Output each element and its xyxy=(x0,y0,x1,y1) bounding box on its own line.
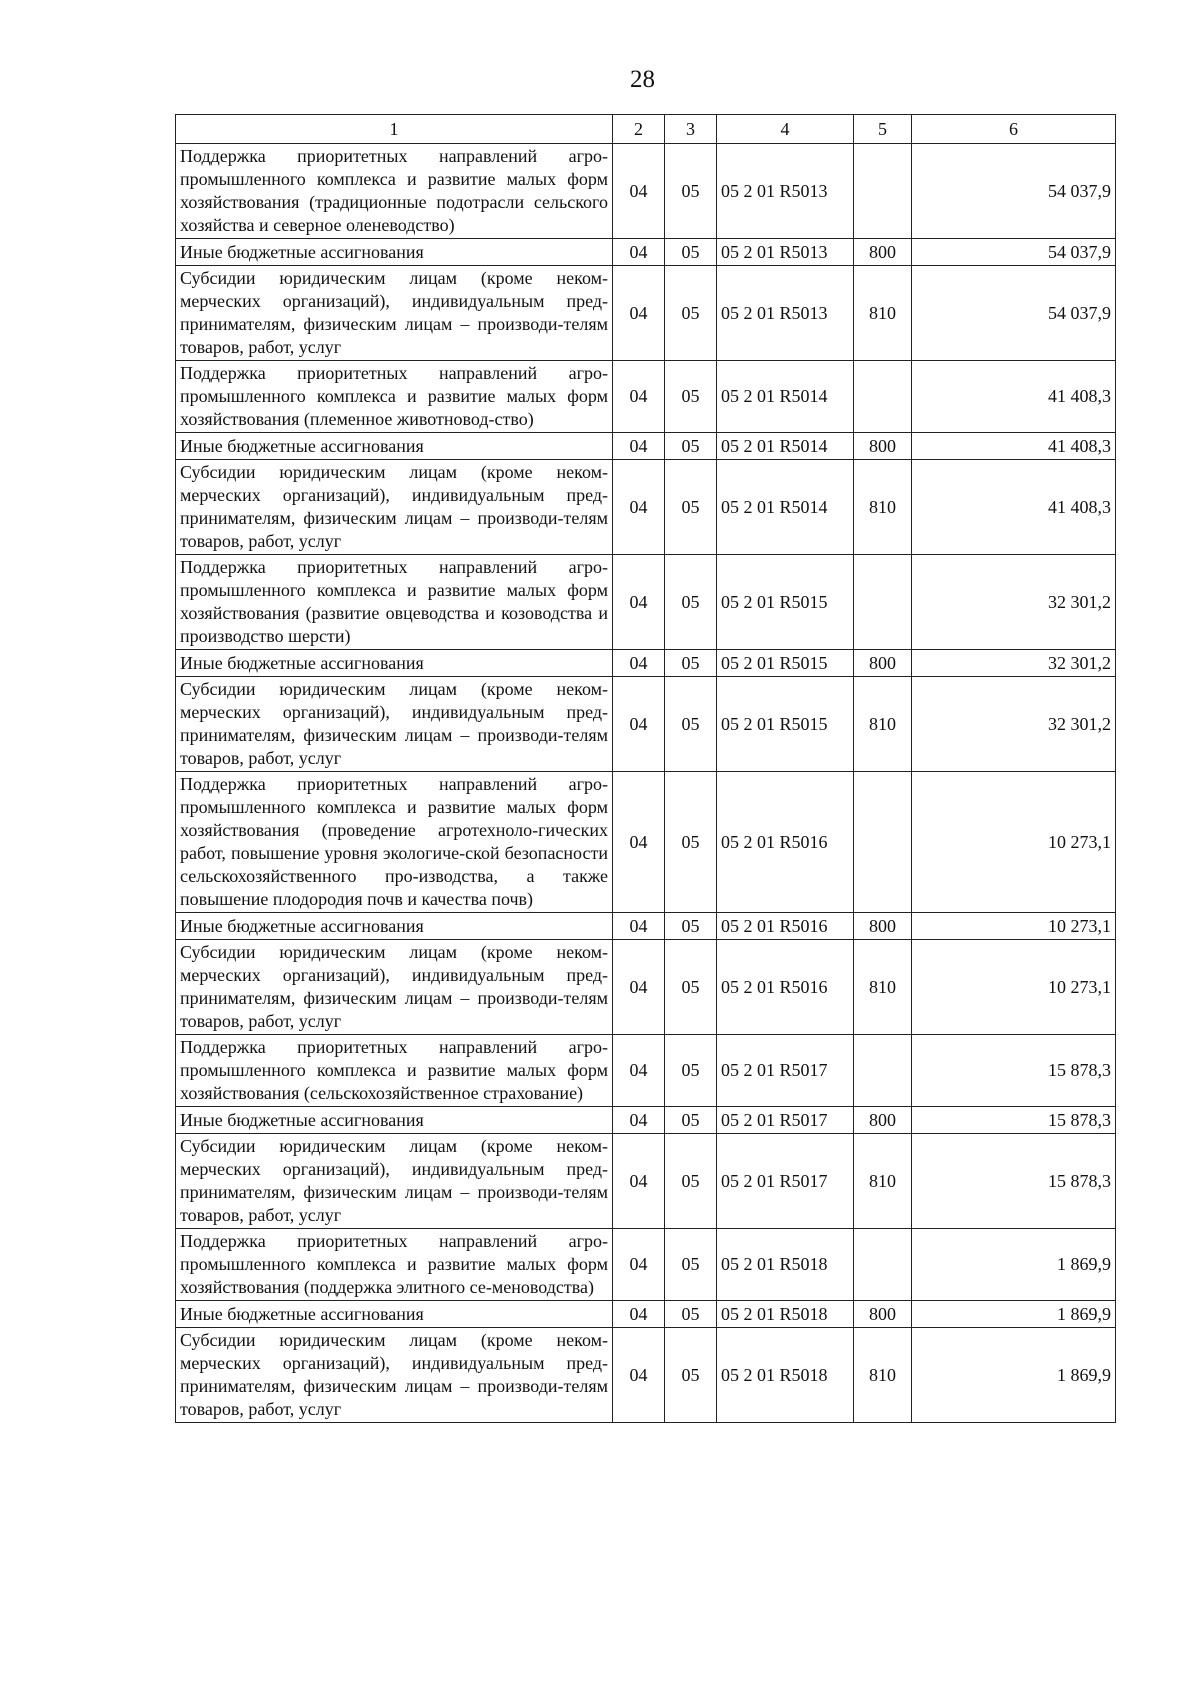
table-row xyxy=(176,1229,1116,1301)
row-name-cell: Субсидии юридическим лицам (кроме неком-мерческих организаций), индивидуальным пред-принимателям, физическим лицам – производи-телям товаров, работ, услуг xyxy=(176,677,613,772)
row-section-cell: 04 xyxy=(613,460,665,555)
row-name-cell: Иные бюджетные ассигнования xyxy=(176,239,613,266)
row-section-cell: 04 xyxy=(613,1035,665,1107)
row-section-cell: 04 xyxy=(613,677,665,772)
table-row xyxy=(176,1301,1116,1328)
row-name-cell: Субсидии юридическим лицам (кроме неком-мерческих организаций), индивидуальным пред-принимателям, физическим лицам – производи-телям товаров, работ, услуг xyxy=(176,266,613,361)
table-row xyxy=(176,913,1116,940)
row-subsection-cell: 05 xyxy=(665,650,717,677)
table-row xyxy=(176,266,1116,361)
row-target-code-cell: 05 2 01 R5014 xyxy=(717,433,854,460)
row-section-cell: 04 xyxy=(613,1107,665,1134)
row-name-cell: Иные бюджетные ассигнования xyxy=(176,1107,613,1134)
row-name-cell: Поддержка приоритетных направлений агро-промышленного комплекса и развитие малых форм хозяйствования (традиционные подотрасли сельского хозяйства и северное оленеводство) xyxy=(176,144,613,239)
row-amount-cell: 54 037,9 xyxy=(912,266,1116,361)
row-amount-cell: 10 273,1 xyxy=(912,913,1116,940)
row-amount-cell: 54 037,9 xyxy=(912,144,1116,239)
table-row xyxy=(176,940,1116,1035)
row-subsection-cell: 05 xyxy=(665,677,717,772)
row-amount-cell: 15 878,3 xyxy=(912,1134,1116,1229)
row-expense-type-cell: 810 xyxy=(854,940,912,1035)
row-section-cell: 04 xyxy=(613,650,665,677)
row-amount-cell: 10 273,1 xyxy=(912,772,1116,913)
row-expense-type-cell: 800 xyxy=(854,650,912,677)
row-amount-cell: 32 301,2 xyxy=(912,677,1116,772)
row-section-cell: 04 xyxy=(613,772,665,913)
row-subsection-cell: 05 xyxy=(665,433,717,460)
row-subsection-cell: 05 xyxy=(665,1229,717,1301)
row-target-code-cell: 05 2 01 R5018 xyxy=(717,1229,854,1301)
row-expense-type-cell: 800 xyxy=(854,239,912,266)
table-row xyxy=(176,361,1116,433)
row-name-cell: Поддержка приоритетных направлений агро-промышленного комплекса и развитие малых форм хозяйствования (поддержка элитного се-меноводства) xyxy=(176,1229,613,1301)
row-target-code-cell: 05 2 01 R5018 xyxy=(717,1328,854,1423)
row-subsection-cell: 05 xyxy=(665,1328,717,1423)
row-target-code-cell: 05 2 01 R5017 xyxy=(717,1107,854,1134)
row-name-cell: Субсидии юридическим лицам (кроме неком-мерческих организаций), индивидуальным пред-принимателям, физическим лицам – производи-телям товаров, работ, услуг xyxy=(176,1134,613,1229)
row-subsection-cell: 05 xyxy=(665,239,717,266)
row-expense-type-cell: 800 xyxy=(854,1107,912,1134)
row-target-code-cell: 05 2 01 R5014 xyxy=(717,460,854,555)
row-subsection-cell: 05 xyxy=(665,266,717,361)
row-name-cell: Субсидии юридическим лицам (кроме неком-мерческих организаций), индивидуальным пред-принимателям, физическим лицам – производи-телям товаров, работ, услуг xyxy=(176,460,613,555)
row-section-cell: 04 xyxy=(613,361,665,433)
row-name-cell: Поддержка приоритетных направлений агро-промышленного комплекса и развитие малых форм хозяйствования (сельскохозяйственное страхование) xyxy=(176,1035,613,1107)
row-amount-cell: 54 037,9 xyxy=(912,239,1116,266)
table-row xyxy=(176,1107,1116,1134)
row-subsection-cell: 05 xyxy=(665,144,717,239)
row-expense-type-cell: 810 xyxy=(854,460,912,555)
row-amount-cell: 15 878,3 xyxy=(912,1107,1116,1134)
row-target-code-cell: 05 2 01 R5016 xyxy=(717,772,854,913)
header-col-6: 6 xyxy=(912,115,1116,144)
row-amount-cell: 15 878,3 xyxy=(912,1035,1116,1107)
table-row xyxy=(176,1035,1116,1107)
page-number: 28 xyxy=(630,66,655,93)
header-col-5: 5 xyxy=(854,115,912,144)
row-amount-cell: 41 408,3 xyxy=(912,433,1116,460)
row-subsection-cell: 05 xyxy=(665,1107,717,1134)
header-col-1: 1 xyxy=(176,115,613,144)
budget-table xyxy=(175,114,1116,1423)
row-target-code-cell: 05 2 01 R5017 xyxy=(717,1035,854,1107)
row-section-cell: 04 xyxy=(613,1229,665,1301)
row-section-cell: 04 xyxy=(613,433,665,460)
table-row xyxy=(176,239,1116,266)
table-row xyxy=(176,677,1116,772)
row-amount-cell: 1 869,9 xyxy=(912,1328,1116,1423)
row-section-cell: 04 xyxy=(613,555,665,650)
row-section-cell: 04 xyxy=(613,239,665,266)
row-expense-type-cell: 810 xyxy=(854,266,912,361)
row-name-cell: Иные бюджетные ассигнования xyxy=(176,650,613,677)
table-row xyxy=(176,772,1116,913)
table-row xyxy=(176,650,1116,677)
row-subsection-cell: 05 xyxy=(665,913,717,940)
row-subsection-cell: 05 xyxy=(665,555,717,650)
row-name-cell: Субсидии юридическим лицам (кроме неком-мерческих организаций), индивидуальным пред-принимателям, физическим лицам – производи-телям товаров, работ, услуг xyxy=(176,940,613,1035)
row-subsection-cell: 05 xyxy=(665,940,717,1035)
row-expense-type-cell xyxy=(854,555,912,650)
row-expense-type-cell: 800 xyxy=(854,913,912,940)
row-subsection-cell: 05 xyxy=(665,361,717,433)
row-amount-cell: 1 869,9 xyxy=(912,1301,1116,1328)
row-expense-type-cell: 810 xyxy=(854,1328,912,1423)
row-name-cell: Поддержка приоритетных направлений агро-промышленного комплекса и развитие малых форм хозяйствования (проведение агротехноло-гических работ, повышение уровня экологиче-ской безопасности сельскохозяйственного про-изводства, а также повышение плодородия почв и качества почв) xyxy=(176,772,613,913)
row-subsection-cell: 05 xyxy=(665,1035,717,1107)
row-section-cell: 04 xyxy=(613,1134,665,1229)
header-col-4: 4 xyxy=(717,115,854,144)
table-row xyxy=(176,1134,1116,1229)
row-section-cell: 04 xyxy=(613,1301,665,1328)
row-subsection-cell: 05 xyxy=(665,772,717,913)
row-expense-type-cell xyxy=(854,772,912,913)
row-target-code-cell: 05 2 01 R5013 xyxy=(717,144,854,239)
header-row xyxy=(176,115,1116,144)
row-section-cell: 04 xyxy=(613,266,665,361)
row-expense-type-cell: 810 xyxy=(854,1134,912,1229)
row-subsection-cell: 05 xyxy=(665,460,717,555)
row-section-cell: 04 xyxy=(613,1328,665,1423)
row-target-code-cell: 05 2 01 R5015 xyxy=(717,555,854,650)
row-expense-type-cell: 800 xyxy=(854,1301,912,1328)
row-target-code-cell: 05 2 01 R5017 xyxy=(717,1134,854,1229)
row-subsection-cell: 05 xyxy=(665,1134,717,1229)
row-amount-cell: 10 273,1 xyxy=(912,940,1116,1035)
table-row xyxy=(176,460,1116,555)
row-amount-cell: 41 408,3 xyxy=(912,460,1116,555)
table-header xyxy=(176,115,1116,144)
row-target-code-cell: 05 2 01 R5018 xyxy=(717,1301,854,1328)
row-target-code-cell: 05 2 01 R5015 xyxy=(717,650,854,677)
row-expense-type-cell: 800 xyxy=(854,433,912,460)
row-target-code-cell: 05 2 01 R5014 xyxy=(717,361,854,433)
row-section-cell: 04 xyxy=(613,913,665,940)
row-expense-type-cell: 810 xyxy=(854,677,912,772)
row-amount-cell: 32 301,2 xyxy=(912,650,1116,677)
row-amount-cell: 41 408,3 xyxy=(912,361,1116,433)
row-expense-type-cell xyxy=(854,1035,912,1107)
row-amount-cell: 1 869,9 xyxy=(912,1229,1116,1301)
row-name-cell: Иные бюджетные ассигнования xyxy=(176,913,613,940)
header-col-2: 2 xyxy=(613,115,665,144)
row-target-code-cell: 05 2 01 R5015 xyxy=(717,677,854,772)
table-row xyxy=(176,433,1116,460)
row-subsection-cell: 05 xyxy=(665,1301,717,1328)
row-target-code-cell: 05 2 01 R5013 xyxy=(717,239,854,266)
row-expense-type-cell xyxy=(854,144,912,239)
row-name-cell: Поддержка приоритетных направлений агро-промышленного комплекса и развитие малых форм хозяйствования (племенное животновод-ство) xyxy=(176,361,613,433)
row-section-cell: 04 xyxy=(613,940,665,1035)
table-row xyxy=(176,144,1116,239)
row-target-code-cell: 05 2 01 R5013 xyxy=(717,266,854,361)
header-col-3: 3 xyxy=(665,115,717,144)
row-target-code-cell: 05 2 01 R5016 xyxy=(717,940,854,1035)
table-body xyxy=(176,144,1116,1423)
row-name-cell: Иные бюджетные ассигнования xyxy=(176,433,613,460)
row-section-cell: 04 xyxy=(613,144,665,239)
row-name-cell: Иные бюджетные ассигнования xyxy=(176,1301,613,1328)
row-name-cell: Поддержка приоритетных направлений агро-промышленного комплекса и развитие малых форм хозяйствования (развитие овцеводства и козоводства и производство шерсти) xyxy=(176,555,613,650)
row-expense-type-cell xyxy=(854,361,912,433)
row-amount-cell: 32 301,2 xyxy=(912,555,1116,650)
row-expense-type-cell xyxy=(854,1229,912,1301)
row-name-cell: Субсидии юридическим лицам (кроме неком-мерческих организаций), индивидуальным пред-принимателям, физическим лицам – производи-телям товаров, работ, услуг xyxy=(176,1328,613,1423)
table-row xyxy=(176,1328,1116,1423)
row-target-code-cell: 05 2 01 R5016 xyxy=(717,913,854,940)
table-row xyxy=(176,555,1116,650)
